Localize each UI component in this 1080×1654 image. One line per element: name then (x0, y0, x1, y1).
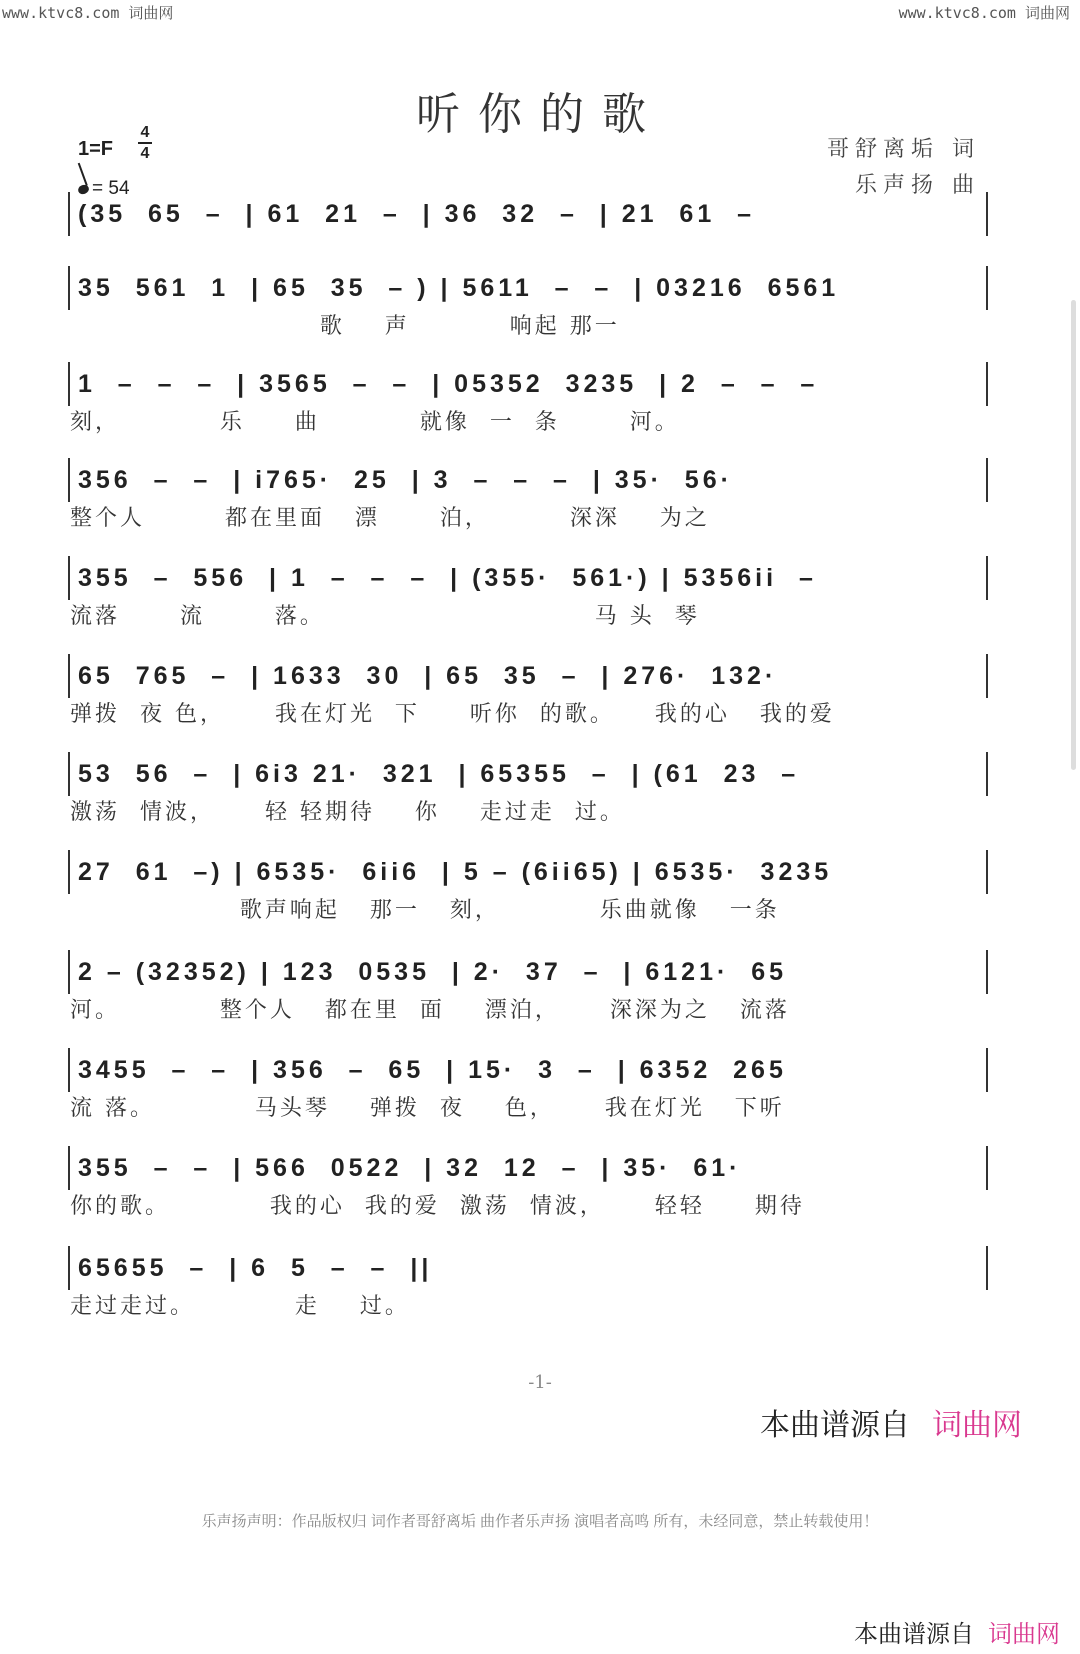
score-line (68, 752, 988, 830)
lyrics-row: 刻， 乐 曲 就像 一 条 河。 (70, 410, 680, 435)
notation-row: 355 – 556 | 1 – – – | (355· 561·) | 5356ii – (68, 556, 988, 600)
source-label: 本曲谱源自 (760, 1409, 910, 1442)
notation-row: (35 65 – | 61 21 – | 36 32 – | 21 61 – (68, 192, 988, 236)
source-site-link[interactable]: 词曲网 (932, 1409, 1022, 1442)
score-line (68, 458, 988, 536)
source-credit (760, 1400, 1022, 1444)
source-credit-bottom (854, 1614, 1060, 1649)
scrollbar[interactable] (1071, 300, 1076, 770)
time-sig-bottom: 4 (140, 145, 150, 162)
notation-row: 356 – – | i765· 25 | 3 – – – | 35· 56· (68, 458, 988, 502)
notation-row: 53 56 – | 6i3 21· 321 | 65355 – | (61 23 – (68, 752, 988, 796)
tempo-value: = 54 (92, 178, 130, 199)
notation-row: 65 765 – | 1633 30 | 65 35 – | 276· 132· (68, 654, 988, 698)
watermark-left: www.ktvc8.com 词曲网 (2, 4, 174, 22)
notation-row: 65655 – | 6 5 – – || (68, 1246, 988, 1290)
score-line (68, 266, 988, 344)
lyrics-row: 流落 流 落。 马 头 琴 (70, 604, 700, 629)
composer-credit: 乐声扬 曲 (855, 173, 980, 198)
score-line (68, 1146, 988, 1224)
notation-row: 35 561 1 | 65 35 – ) | 5611 – – | 03216 6561 (68, 266, 988, 310)
copyright-declaration: 乐声扬声明：作品版权归 词作者哥舒离垢 曲作者乐声扬 演唱者高鸣 所有，未经同意，禁止转载使用！ (201, 1513, 879, 1530)
time-sig-top: 4 (140, 124, 150, 141)
notation-row: 27 61 –) | 6535· 6ii6 | 5 – (6ii65) | 6535· 3235 (68, 850, 988, 894)
lyrics-row: 走过走过。 走 过。 (70, 1294, 410, 1319)
lyrics-row: 激荡 情波， 轻 轻期待 你 走过走 过。 (70, 800, 625, 825)
notation-row: 3455 – – | 356 – 65 | 15· 3 – | 6352 265 (68, 1048, 988, 1092)
key-signature: 1=F (78, 138, 114, 160)
page-number: -1- (528, 1372, 552, 1393)
source-bottom-label: 本曲谱源自 (854, 1621, 974, 1648)
score-line (68, 192, 988, 270)
time-sig-divider (138, 142, 152, 144)
lyrics-row: 河。 整个人 都在里 面 漂泊， 深深为之 流落 (70, 998, 790, 1023)
lyrics-row: 流 落。 马头琴 弹拨 夜 色， 我在灯光 下听 (70, 1096, 785, 1121)
score-line (68, 850, 988, 928)
score-line (68, 362, 988, 440)
lyrics-row: 整个人 都在里面 漂 泊， 深深 为之 (70, 506, 710, 531)
lyrics-row (68, 236, 988, 270)
lyrics-row: 歌 声 响起 那一 (70, 314, 620, 339)
notation-row: 2 – (32352) | 123 0535 | 2· 37 – | 6121· 65 (68, 950, 988, 994)
watermark-right: www.ktvc8.com 词曲网 (898, 4, 1070, 22)
lyricist-credit: 哥舒离垢 词 (827, 137, 980, 162)
score-line (68, 1246, 988, 1324)
time-signature (138, 124, 152, 162)
lyrics-row: 歌声响起 那一 刻， 乐曲就像 一条 (70, 898, 780, 923)
score-line (68, 950, 988, 1028)
song-title: 听你的歌 (416, 89, 664, 140)
notation-row: 1 – – – | 3565 – – | 05352 3235 | 2 – – – (68, 362, 988, 406)
score-line (68, 654, 988, 732)
lyrics-row: 你的歌。 我的心 我的爱 激荡 情波， 轻轻 期待 (70, 1194, 805, 1219)
source-bottom-site-link[interactable]: 词曲网 (988, 1621, 1060, 1648)
notation-row: 355 – – | 566 0522 | 32 12 – | 35· 61· (68, 1146, 988, 1190)
score-line (68, 1048, 988, 1126)
lyrics-row: 弹拨 夜 色， 我在灯光 下 听你 的歌。 我的心 我的爱 (70, 702, 835, 727)
score-line (68, 556, 988, 634)
